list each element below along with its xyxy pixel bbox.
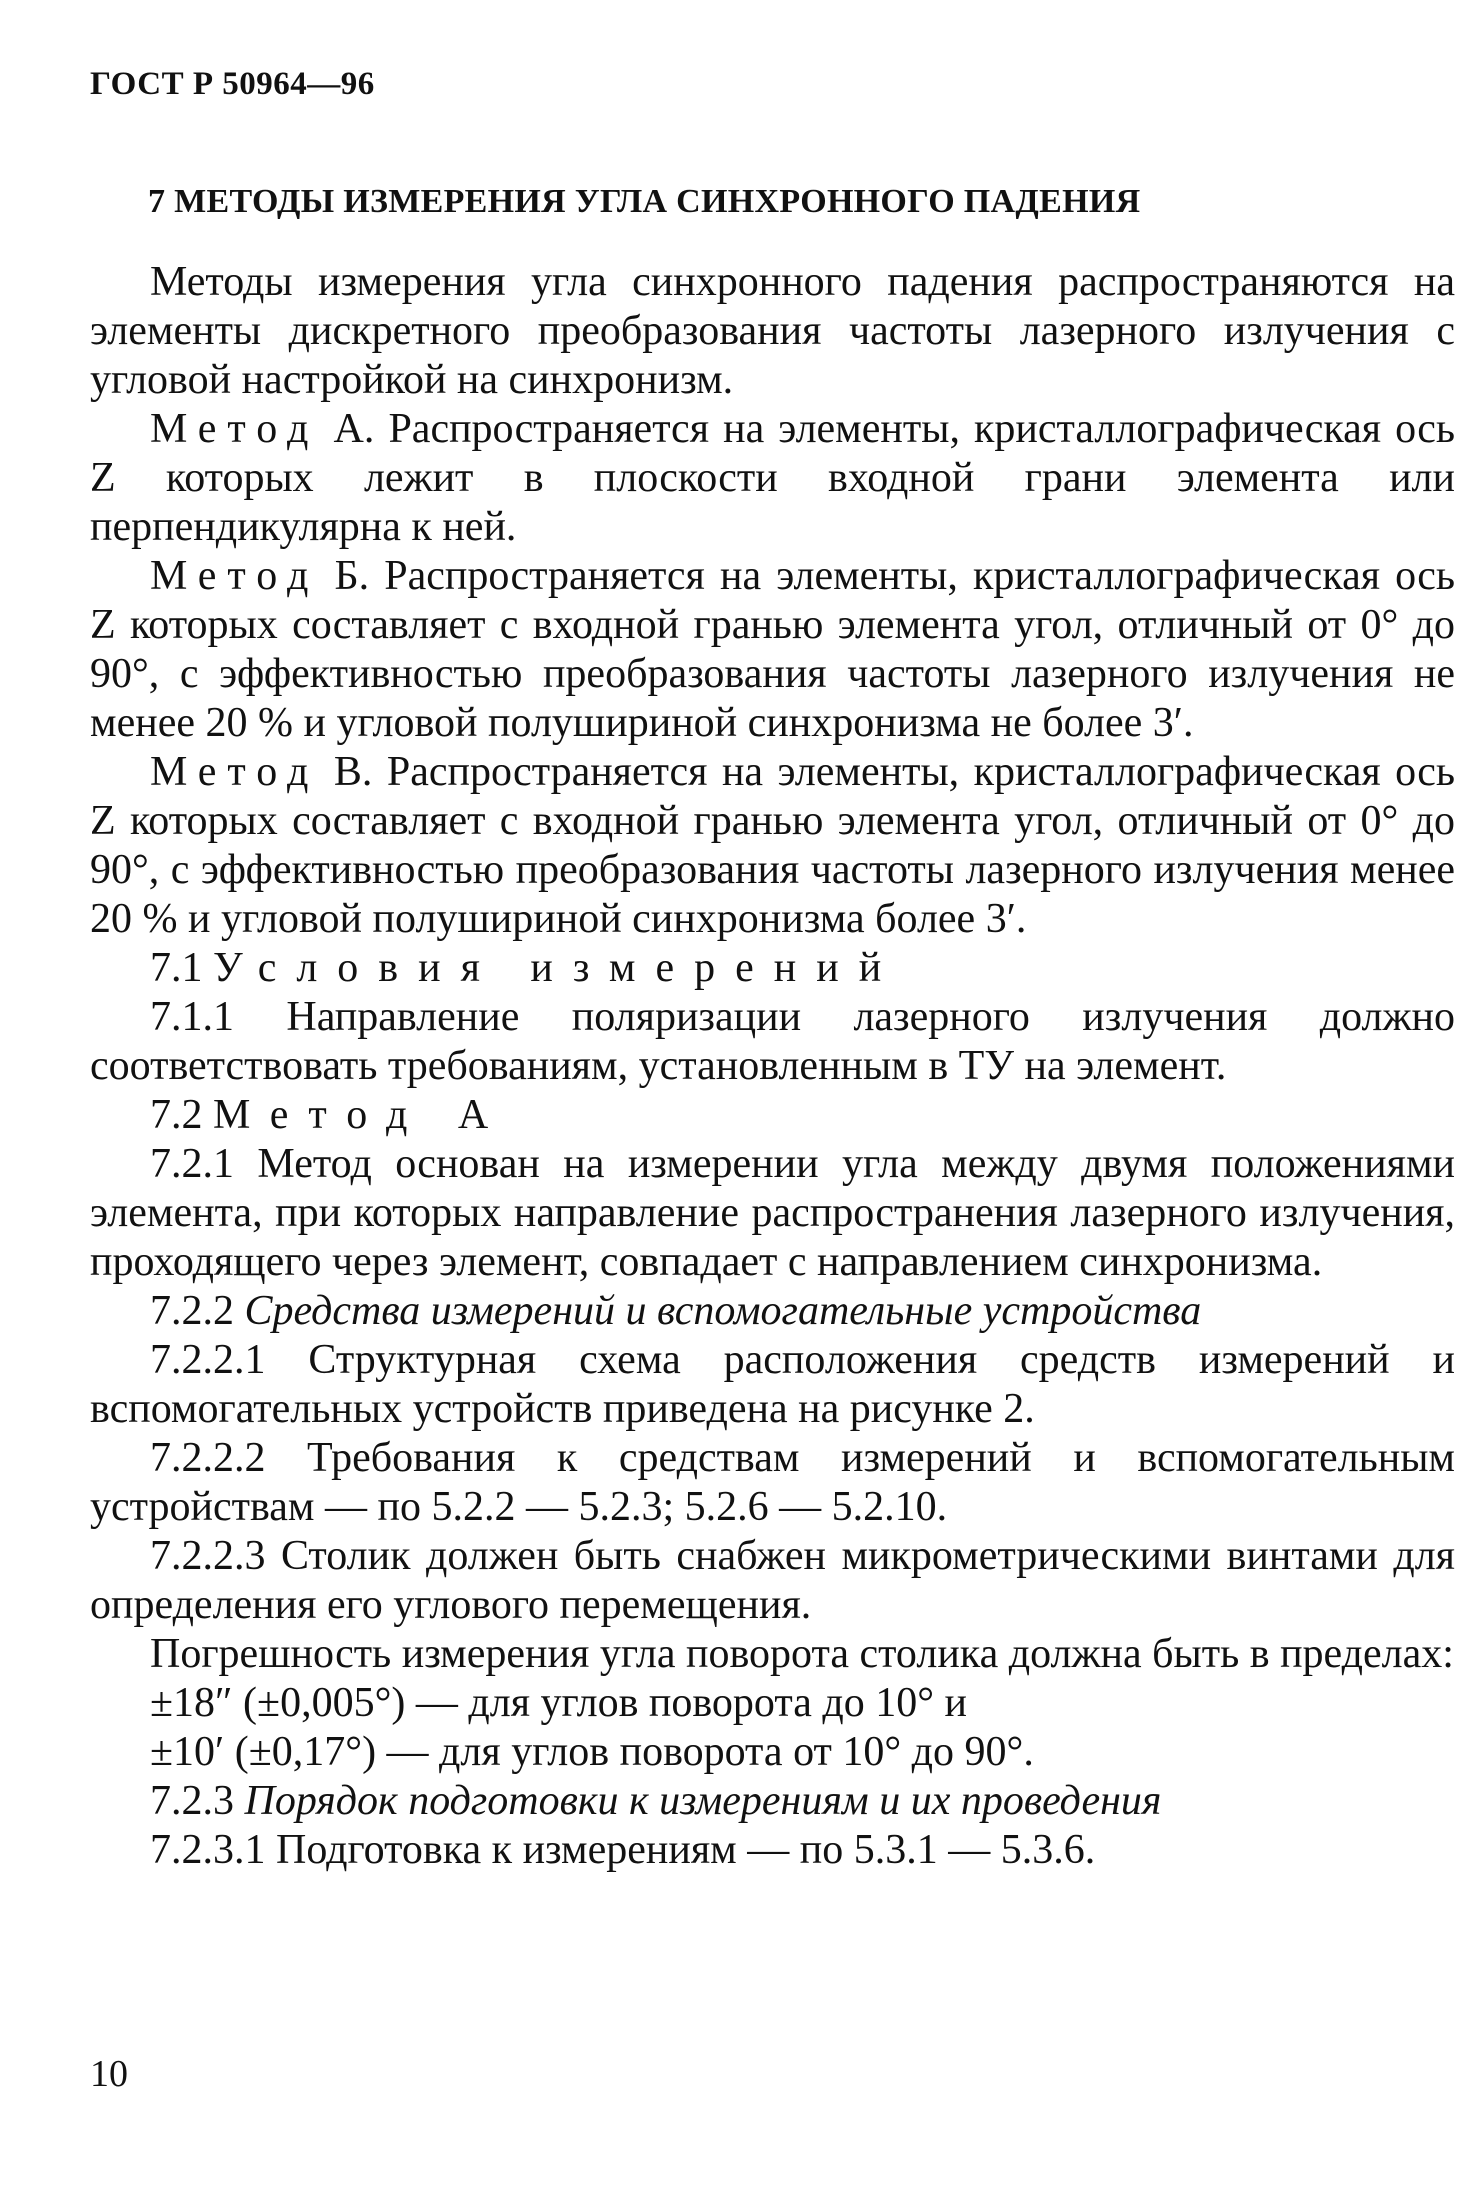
method-b-letter: Б. xyxy=(334,553,370,599)
paragraph-7-1-1: 7.1.1 Направление поляризации лазерного излучения должно соответствовать требованиям, установленным в ТУ на элемент. xyxy=(90,994,1455,1089)
paragraph-7-2-2-3: 7.2.2.3 Столик должен быть снабжен микрометрическими винтами для определения его углового перемещения. xyxy=(90,1533,1455,1628)
paragraph-error-limits: Погрешность измерения угла поворота столика должна быть в пределах: xyxy=(150,1631,1454,1677)
method-v-text: Распространяется на элементы, кристаллографическая ось Z которых составляет с входной гранью элемента угол, отличный от 0° до 90°, с эффективностью преобразования частоты лазерного излучения менее 20 % и угловой полушириной синхронизма более 3′. xyxy=(90,749,1456,942)
method-b-text: Распространяется на элементы, кристаллографическая ось Z которых составляет с входной гранью элемента угол, отличный от 0° до 90°, с эффективностью преобразования частоты лазерного излучения не менее 20 % и угловой полушириной синхронизма не более 3′. xyxy=(90,553,1455,746)
paragraph-method-a xyxy=(90,405,1455,552)
paragraph-7-2-1: 7.2.1 Метод основан на измерении угла между двумя положениями элемента, при которых направление распространения лазерного излучения, проходящего через элемент, совпадает с направлением синхронизма. xyxy=(90,1141,1455,1285)
paragraph-7-2-2-2: 7.2.2.2 Требования к средствам измерений и вспомогательным устройствам — по 5.2.2 — 5.2.3; 5.2.6 — 5.2.10. xyxy=(90,1435,1455,1530)
paragraph-7-2-2-1: 7.2.2.1 Структурная схема расположения средств измерений и вспомогательных устройств приведена на рисунке 2. xyxy=(90,1337,1455,1432)
method-a-text: Распространяется на элементы, кристаллографическая ось Z которых лежит в плоскости входной грани элемента или перпендикулярна к ней. xyxy=(90,406,1456,550)
page-number: 10 xyxy=(90,2053,128,2095)
section-title: 7 МЕТОДЫ ИЗМЕРЕНИЯ УГЛА СИНХРОННОГО ПАДЕНИЯ xyxy=(148,183,1141,220)
heading-7-2-3-title: Порядок подготовки к измерениям и их проведения xyxy=(244,1778,1162,1824)
method-a-label: Метод xyxy=(150,406,320,452)
method-a-letter: А. xyxy=(333,406,375,452)
paragraph-method-v xyxy=(90,748,1455,944)
heading-7-1-title: Условия измерений xyxy=(213,945,902,991)
heading-7-2-2 xyxy=(90,1287,1455,1336)
heading-7-2-2-title: Средства измерений и вспомогательные устройства xyxy=(244,1288,1202,1334)
method-v-letter: В. xyxy=(333,749,373,795)
error-limit-line-1: ±18″ (±0,005°) — для углов поворота до 10° и xyxy=(150,1680,968,1726)
heading-7-2-3-number: 7.2.3 xyxy=(150,1778,234,1824)
document-header: ГОСТ Р 50964—96 xyxy=(90,66,375,102)
heading-7-2-2-number: 7.2.2 xyxy=(150,1288,234,1334)
body-text xyxy=(90,258,1455,1875)
method-v-label: Метод xyxy=(150,749,320,795)
heading-7-2 xyxy=(90,1091,1455,1140)
heading-7-1-number: 7.1 xyxy=(150,945,203,991)
error-limit-line-2: ±10′ (±0,17°) — для углов поворота от 10° до 90°. xyxy=(150,1729,1034,1775)
paragraph-method-b xyxy=(90,552,1455,748)
paragraph-intro: Методы измерения угла синхронного падения распространяются на элементы дискретного преобразования частоты лазерного излучения с угловой настройкой на синхронизм. xyxy=(90,259,1455,403)
paragraph-7-2-3-1: 7.2.3.1 Подготовка к измерениям — по 5.3.1 — 5.3.6. xyxy=(150,1827,1096,1873)
heading-7-2-number: 7.2 xyxy=(150,1092,203,1138)
heading-7-1 xyxy=(90,944,1455,993)
method-b-label: Метод xyxy=(150,553,320,599)
heading-7-2-title: Метод А xyxy=(213,1092,509,1138)
heading-7-2-3 xyxy=(90,1777,1455,1826)
